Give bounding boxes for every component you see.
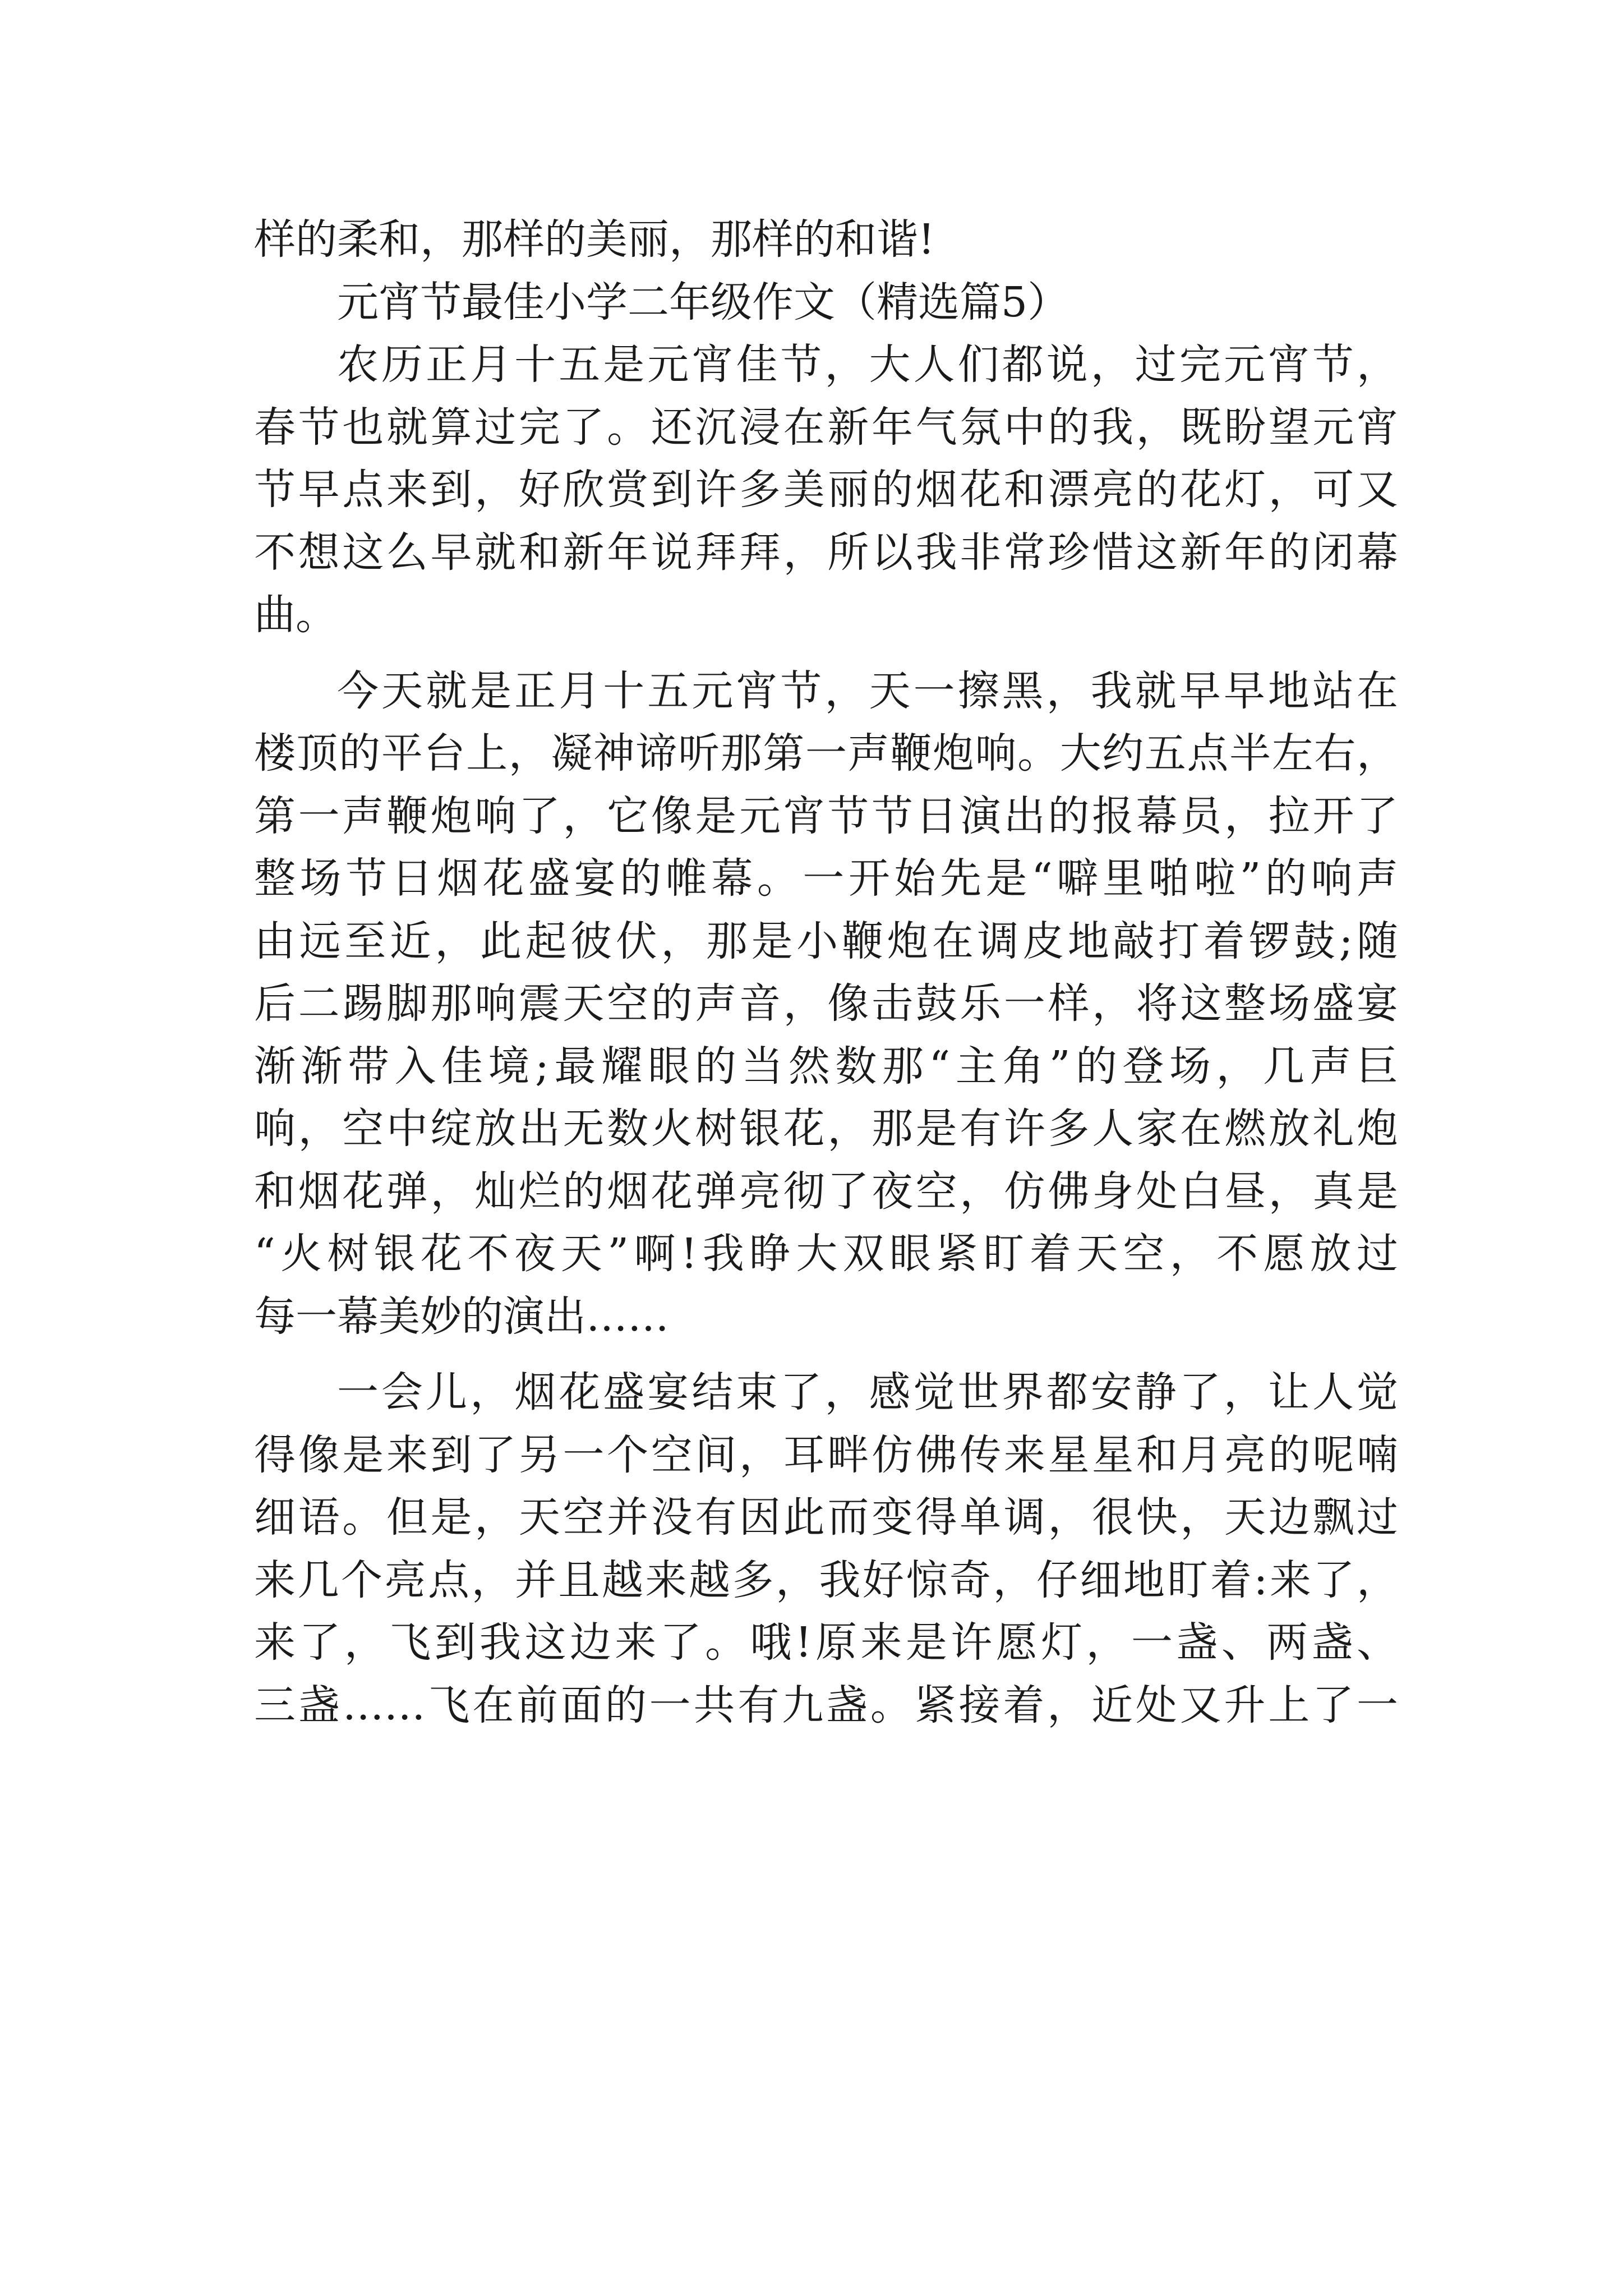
paragraph-1-line-3: 节早点来到，好欣赏到许多美丽的烟花和漂亮的花灯，可又: [254, 466, 1398, 514]
paragraph-3-line-6: 三盏……飞在前面的一共有九盏。紧接着，近处又升上了一: [254, 1681, 1398, 1729]
section-title: 元宵节最佳小学二年级作文（精选篇5）: [337, 278, 1069, 326]
paragraph-3-line-2: 得像是来到了另一个空间，耳畔仿佛传来星星和月亮的呢喃: [254, 1430, 1398, 1479]
paragraph-2-line-8: 响，空中绽放出无数火树银花，那是有许多人家在燃放礼炮: [254, 1105, 1398, 1153]
paragraph-1-line-4: 不想这么早就和新年说拜拜，所以我非常珍惜这新年的闭幕: [254, 528, 1398, 577]
paragraph-2-line-4: 整场节日烟花盛宴的帷幕。一开始先是“噼里啪啦”的响声: [254, 854, 1398, 903]
paragraph-2-line-9: 和烟花弹，灿烂的烟花弹亮彻了夜空，仿佛身处白昼，真是: [254, 1167, 1398, 1216]
paragraph-2-line-1: 今天就是正月十五元宵节，天一擦黑，我就早早地站在: [337, 666, 1398, 715]
paragraph-2-line-2: 楼顶的平台上，凝神谛听那第一声鞭炮响。大约五点半左右，: [254, 729, 1398, 777]
paragraph-1-line-2: 春节也就算过完了。还沉浸在新年气氛中的我，既盼望元宵: [254, 403, 1398, 452]
paragraph-1-line-1: 农历正月十五是元宵佳节，大人们都说，过完元宵节，: [337, 341, 1398, 389]
paragraph-2-line-7: 渐渐带入佳境;最耀眼的当然数那“主角”的登场，几声巨: [254, 1042, 1398, 1091]
essay-body: [254, 209, 1398, 1737]
paragraph-2-line-6: 后二踢脚那响震天空的声音，像击鼓乐一样，将这整场盛宴: [254, 979, 1398, 1028]
paragraph-2-line-11: 每一幕美妙的演出……: [254, 1292, 669, 1341]
paragraph-2-line-10: “火树银花不夜天”啊!我睁大双眼紧盯着天空，不愿放过: [254, 1230, 1398, 1278]
paragraph-3-line-3: 细语。但是，天空并没有因此而变得单调，很快，天边飘过: [254, 1493, 1398, 1542]
paragraph-3-line-1: 一会儿，烟花盛宴结束了，感觉世界都安静了，让人觉: [337, 1368, 1398, 1416]
paragraph-3-line-4: 来几个亮点，并且越来越多，我好惊奇，仔细地盯着:来了，: [254, 1556, 1398, 1604]
intro-tail-line: 样的柔和，那样的美丽，那样的和谐!: [254, 215, 935, 264]
paragraph-1-line-5: 曲。: [254, 591, 337, 639]
paragraph-3-line-5: 来了，飞到我这边来了。哦!原来是许愿灯，一盏、两盏、: [254, 1618, 1398, 1667]
paragraph-2-line-3: 第一声鞭炮响了，它像是元宵节节日演出的报幕员，拉开了: [254, 792, 1398, 840]
paragraph-2-line-5: 由远至近，此起彼伏，那是小鞭炮在调皮地敲打着锣鼓;随: [254, 917, 1398, 965]
